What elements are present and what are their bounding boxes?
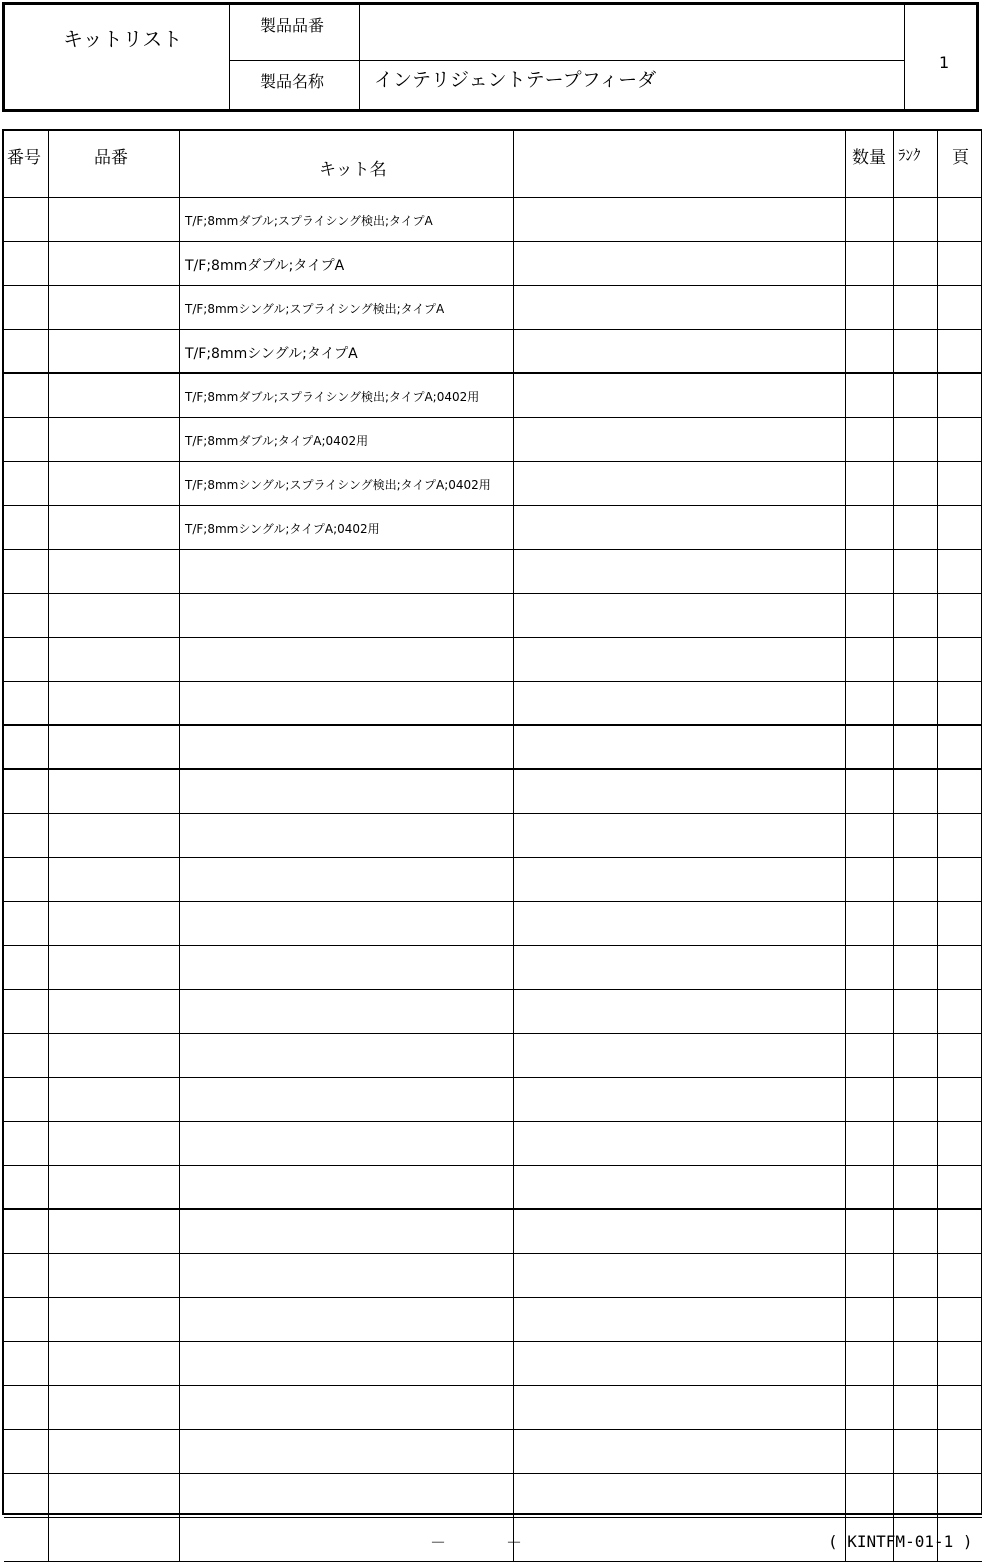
rank-cell (894, 1210, 938, 1253)
no-cell (4, 1342, 49, 1385)
kit-name: T/F;8mmシングル;タイプA;0402用 (185, 522, 380, 536)
table-row (4, 1342, 982, 1386)
no-cell (4, 418, 49, 461)
rank-cell (894, 594, 938, 637)
rank-cell (894, 1166, 938, 1208)
part-no-cell (49, 902, 180, 945)
part-no-cell (49, 286, 180, 329)
no-cell (4, 1034, 49, 1077)
part-no-cell (49, 1342, 180, 1385)
part-no-cell (49, 330, 180, 372)
kit-name-cell (180, 726, 514, 768)
kit-name-cell (180, 1078, 514, 1121)
qty-cell (846, 462, 894, 505)
kit-name: T/F;8mmダブル;タイプA;0402用 (185, 434, 369, 448)
spec-cell (514, 594, 846, 637)
table-row (4, 638, 982, 682)
qty-cell (846, 374, 894, 417)
table-row (4, 1210, 982, 1254)
column-header-no-label: 番号 (7, 148, 41, 168)
qty-cell (846, 198, 894, 241)
kit-name-cell (180, 594, 514, 637)
part-no-cell (49, 682, 180, 724)
rank-cell (894, 242, 938, 285)
no-cell (4, 638, 49, 681)
product-number-label: 製品品番 (260, 16, 325, 35)
page-cell (938, 286, 982, 329)
part-no-cell (49, 374, 180, 417)
page-cell (938, 594, 982, 637)
footer-dash-left: － (430, 1533, 447, 1552)
qty-cell (846, 902, 894, 945)
page-cell (938, 1342, 982, 1385)
spec-cell (514, 1122, 846, 1165)
table-row (4, 1166, 982, 1210)
kit-name-cell (180, 1034, 514, 1077)
qty-cell (846, 990, 894, 1033)
qty-cell (846, 330, 894, 372)
rank-cell (894, 682, 938, 724)
column-header-qty-label: 数量 (852, 148, 886, 168)
qty-cell (846, 594, 894, 637)
part-no-cell (49, 1210, 180, 1253)
qty-cell (846, 1254, 894, 1297)
no-cell (4, 990, 49, 1033)
page-cell (938, 814, 982, 857)
spec-cell (514, 506, 846, 549)
spec-cell (514, 242, 846, 285)
page-cell (938, 858, 982, 901)
column-header-rank (894, 131, 938, 198)
product-name-value-cell (360, 61, 905, 109)
rank-cell (894, 858, 938, 901)
kit-name-cell (180, 1210, 514, 1253)
table-row (4, 1254, 982, 1298)
page-cell (938, 1474, 982, 1517)
column-header-kit-name (180, 131, 514, 198)
part-no-cell (49, 1122, 180, 1165)
table-row (4, 946, 982, 990)
spec-cell (514, 638, 846, 681)
rank-cell (894, 198, 938, 241)
spec-cell (514, 418, 846, 461)
qty-cell (846, 1166, 894, 1208)
page-cell (938, 902, 982, 945)
column-header-rank-label: ﾗﾝｸ (898, 146, 921, 164)
qty-cell (846, 770, 894, 813)
page-cell (938, 550, 982, 593)
qty-cell (846, 286, 894, 329)
part-no-cell (49, 1386, 180, 1429)
table-row (4, 550, 982, 594)
part-no-cell (49, 990, 180, 1033)
page-cell (938, 946, 982, 989)
spec-cell (514, 550, 846, 593)
table-row (4, 286, 982, 330)
table-row (4, 1430, 982, 1474)
rank-cell (894, 330, 938, 372)
rank-cell (894, 1122, 938, 1165)
spec-cell (514, 814, 846, 857)
no-cell (4, 770, 49, 813)
qty-cell (846, 1078, 894, 1121)
part-no-cell (49, 506, 180, 549)
kit-name-cell (180, 858, 514, 901)
no-cell (4, 1210, 49, 1253)
qty-cell (846, 858, 894, 901)
rank-cell (894, 1298, 938, 1341)
product-name-label-cell (230, 61, 360, 109)
table-row (4, 1122, 982, 1166)
kit-name-cell (180, 1386, 514, 1429)
table-row (4, 902, 982, 946)
rank-cell (894, 902, 938, 945)
qty-cell (846, 242, 894, 285)
product-name-label: 製品名称 (260, 72, 325, 91)
spec-cell (514, 330, 846, 372)
qty-cell (846, 638, 894, 681)
kit-name-cell (180, 1298, 514, 1341)
spec-cell (514, 1034, 846, 1077)
spec-cell (514, 902, 846, 945)
kit-name-cell (180, 1342, 514, 1385)
qty-cell (846, 1122, 894, 1165)
rank-cell (894, 1034, 938, 1077)
table-row (4, 1078, 982, 1122)
spec-cell (514, 1078, 846, 1121)
no-cell (4, 374, 49, 417)
part-no-cell (49, 242, 180, 285)
column-header-spec (514, 131, 846, 198)
page-cell (938, 506, 982, 549)
no-cell (4, 682, 49, 724)
spec-cell (514, 1298, 846, 1341)
spec-cell (514, 1430, 846, 1473)
kit-name-cell (180, 990, 514, 1033)
no-cell (4, 594, 49, 637)
column-header-part-no (49, 131, 180, 198)
qty-cell (846, 726, 894, 768)
kit-name: T/F;8mmダブル;スプライシング検出;タイプA;0402用 (185, 390, 480, 404)
product-name-value: インテリジェントテープフィーダ (374, 69, 657, 91)
rank-cell (894, 1474, 938, 1517)
part-no-cell (49, 1298, 180, 1341)
table-row (4, 1474, 982, 1518)
table-row (4, 330, 982, 374)
header-block (2, 2, 979, 112)
product-number-label-cell (230, 5, 360, 61)
page-cell (938, 242, 982, 285)
no-cell (4, 462, 49, 505)
page-number-cell (905, 5, 976, 109)
qty-cell (846, 946, 894, 989)
table-row (4, 1298, 982, 1342)
page-cell (938, 726, 982, 768)
kit-list-table (2, 129, 982, 1515)
spec-cell (514, 462, 846, 505)
qty-cell (846, 506, 894, 549)
spec-cell (514, 726, 846, 768)
kit-name-cell (180, 550, 514, 593)
no-cell (4, 1386, 49, 1429)
kit-name-cell (180, 638, 514, 681)
kit-name-cell (180, 902, 514, 945)
page-cell (938, 990, 982, 1033)
kit-name: T/F;8mmシングル;スプライシング検出;タイプA (185, 302, 445, 316)
no-cell (4, 1122, 49, 1165)
page-cell (938, 1078, 982, 1121)
rank-cell (894, 726, 938, 768)
qty-cell (846, 550, 894, 593)
spec-cell (514, 198, 846, 241)
kit-name-cell (180, 1254, 514, 1297)
rank-cell (894, 1078, 938, 1121)
product-number-value (360, 5, 905, 61)
rank-cell (894, 1342, 938, 1385)
rank-cell (894, 418, 938, 461)
page-cell (938, 770, 982, 813)
part-no-cell (49, 550, 180, 593)
rank-cell (894, 770, 938, 813)
no-cell (4, 550, 49, 593)
no-cell (4, 858, 49, 901)
kit-name-cell (180, 1474, 514, 1517)
spec-cell (514, 1254, 846, 1297)
qty-cell (846, 1034, 894, 1077)
table-row (4, 858, 982, 902)
part-no-cell (49, 1474, 180, 1517)
part-no-cell (49, 1430, 180, 1473)
rank-cell (894, 1430, 938, 1473)
kit-name-cell (180, 1430, 514, 1473)
spec-cell (514, 1342, 846, 1385)
table-row (4, 418, 982, 462)
part-no-cell (49, 462, 180, 505)
kit-name: T/F;8mmシングル;タイプA (185, 346, 358, 362)
column-header-no (4, 131, 49, 198)
no-cell (4, 506, 49, 549)
page-cell (938, 1430, 982, 1473)
column-header-part-no-label: 品番 (94, 148, 128, 168)
page-cell (938, 682, 982, 724)
no-cell (4, 726, 49, 768)
qty-cell (846, 1430, 894, 1473)
kit-name-cell (180, 682, 514, 724)
spec-cell (514, 1474, 846, 1517)
spec-cell (514, 770, 846, 813)
kit-name-cell (180, 1166, 514, 1208)
no-cell (4, 1254, 49, 1297)
no-cell (4, 814, 49, 857)
page-cell (938, 1298, 982, 1341)
page-cell (938, 1034, 982, 1077)
part-no-cell (49, 418, 180, 461)
no-cell (4, 1166, 49, 1208)
part-no-cell (49, 858, 180, 901)
rank-cell (894, 286, 938, 329)
page-cell (938, 1254, 982, 1297)
kit-name-cell (180, 770, 514, 813)
page-number: 1 (939, 53, 950, 72)
rank-cell (894, 1254, 938, 1297)
spec-cell (514, 946, 846, 989)
no-cell (4, 1474, 49, 1517)
part-no-cell (49, 1078, 180, 1121)
part-no-cell (49, 638, 180, 681)
page-cell (938, 638, 982, 681)
rank-cell (894, 374, 938, 417)
no-cell (4, 330, 49, 372)
table-row (4, 1386, 982, 1430)
qty-cell (846, 1210, 894, 1253)
table-row (4, 374, 982, 418)
page-cell (938, 1122, 982, 1165)
qty-cell (846, 814, 894, 857)
rank-cell (894, 990, 938, 1033)
spec-cell (514, 1210, 846, 1253)
rank-cell (894, 814, 938, 857)
rank-cell (894, 1386, 938, 1429)
page-cell (938, 418, 982, 461)
table-row (4, 242, 982, 286)
qty-cell (846, 682, 894, 724)
no-cell (4, 242, 49, 285)
kit-name: T/F;8mmシングル;スプライシング検出;タイプA;0402用 (185, 478, 491, 492)
column-header-kit-name-label: キット名 (319, 160, 387, 180)
table-row (4, 770, 982, 814)
no-cell (4, 1078, 49, 1121)
rank-cell (894, 638, 938, 681)
page-cell (938, 1166, 982, 1208)
table-row (4, 198, 982, 242)
page-cell (938, 462, 982, 505)
rank-cell (894, 462, 938, 505)
no-cell (4, 946, 49, 989)
spec-cell (514, 682, 846, 724)
no-cell (4, 902, 49, 945)
kit-name: T/F;8mmダブル;スプライシング検出;タイプA (185, 214, 433, 228)
part-no-cell (49, 770, 180, 813)
rank-cell (894, 506, 938, 549)
rank-cell (894, 946, 938, 989)
qty-cell (846, 1342, 894, 1385)
table-row (4, 506, 982, 550)
footer-dash-right: － (506, 1533, 523, 1552)
part-no-cell (49, 814, 180, 857)
qty-cell (846, 1474, 894, 1517)
part-no-cell (49, 1254, 180, 1297)
part-no-cell (49, 946, 180, 989)
part-no-cell (49, 594, 180, 637)
kit-name: T/F;8mmダブル;タイプA (185, 258, 345, 274)
part-no-cell (49, 1034, 180, 1077)
spec-cell (514, 990, 846, 1033)
column-header-qty (846, 131, 894, 198)
qty-cell (846, 418, 894, 461)
table-row (4, 682, 982, 726)
qty-cell (846, 1298, 894, 1341)
spec-cell (514, 1166, 846, 1208)
spec-cell (514, 1386, 846, 1429)
page-cell (938, 198, 982, 241)
spec-cell (514, 286, 846, 329)
kit-name-cell (180, 814, 514, 857)
table-row (4, 1034, 982, 1078)
part-no-cell (49, 198, 180, 241)
form-code: ( KINTFM-01-1 ) (828, 1532, 973, 1551)
no-cell (4, 1430, 49, 1473)
column-header-page (938, 131, 982, 198)
table-row (4, 726, 982, 770)
table-row (4, 462, 982, 506)
spec-cell (514, 858, 846, 901)
page-cell (938, 330, 982, 372)
spec-cell (514, 374, 846, 417)
table-row (4, 814, 982, 858)
title-cell (5, 5, 230, 109)
table-row (4, 990, 982, 1034)
no-cell (4, 286, 49, 329)
kit-name-cell (180, 1122, 514, 1165)
page-cell (938, 374, 982, 417)
page-cell (938, 1210, 982, 1253)
part-no-cell (49, 726, 180, 768)
no-cell (4, 198, 49, 241)
part-no-cell (49, 1166, 180, 1208)
rank-cell (894, 550, 938, 593)
table-row (4, 594, 982, 638)
no-cell (4, 1298, 49, 1341)
page-cell (938, 1386, 982, 1429)
column-header-page-label: 頁 (952, 148, 969, 168)
kit-name-cell (180, 946, 514, 989)
document-title: キットリスト (63, 27, 183, 51)
qty-cell (846, 1386, 894, 1429)
